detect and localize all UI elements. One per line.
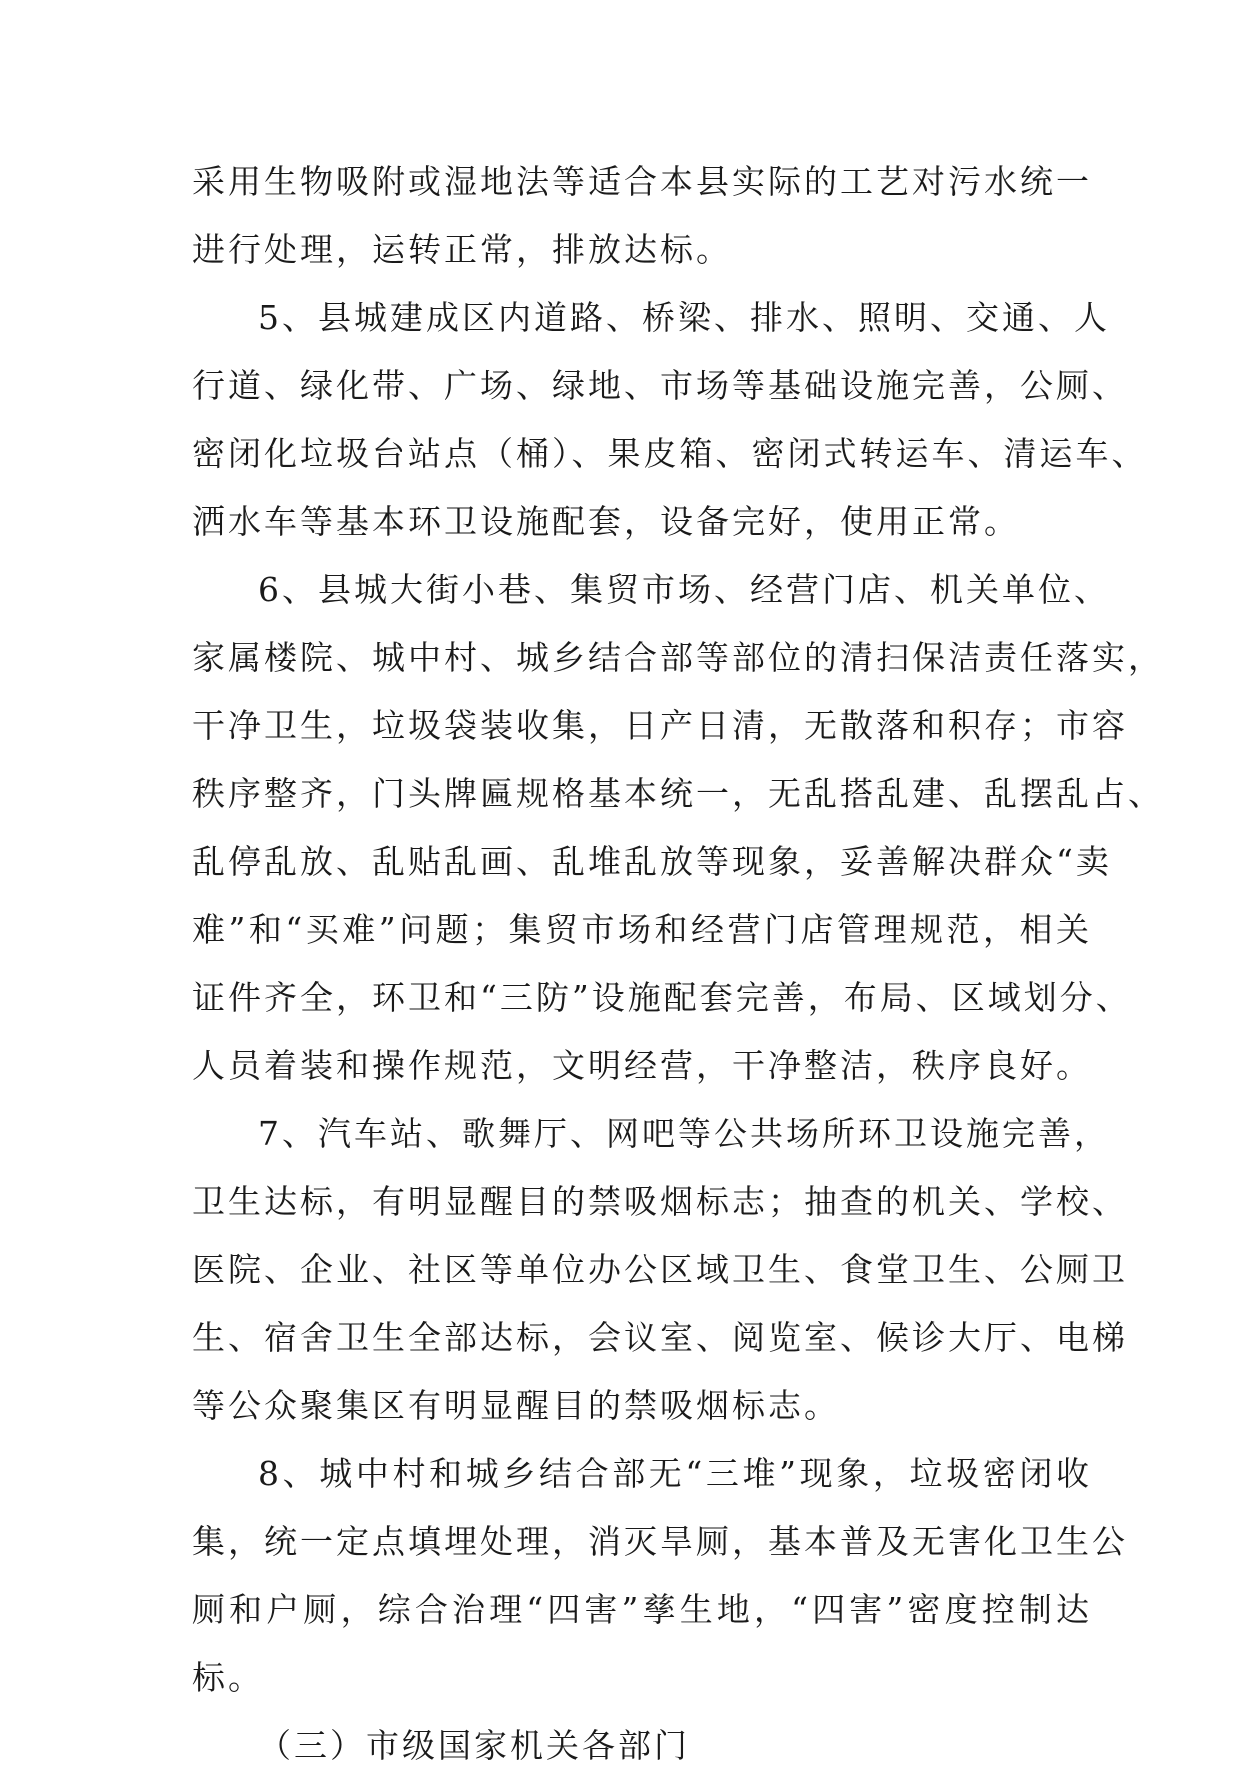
paragraph-line: 行道、绿化带、广场、绿地、市场等基础设施完善，公厕、 xyxy=(192,366,1128,405)
paragraph-line: 卫生达标，有明显醒目的禁吸烟标志；抽查的机关、学校、 xyxy=(192,1182,1128,1221)
paragraph-line: 集，统一定点填埋处理，消灭旱厕，基本普及无害化卫生公 xyxy=(192,1522,1128,1561)
paragraph-line: 进行处理，运转正常，排放达标。 xyxy=(192,230,732,269)
paragraph-line: 干净卫生，垃圾袋装收集，日产日清，无散落和积存；市容 xyxy=(192,706,1128,745)
paragraph-line: 等公众聚集区有明显醒目的禁吸烟标志。 xyxy=(192,1386,840,1425)
paragraph-line: 标。 xyxy=(192,1658,264,1697)
paragraph-line: 医院、企业、社区等单位办公区域卫生、食堂卫生、公厕卫 xyxy=(192,1250,1128,1289)
paragraph-line: 采用生物吸附或湿地法等适合本县实际的工艺对污水统一 xyxy=(192,162,1092,201)
paragraph-line: 密闭化垃圾台站点（桶）、果皮箱、密闭式转运车、清运车、 xyxy=(192,434,1148,473)
paragraph-line: 8、城中村和城乡结合部无“三堆”现象，垃圾密闭收 xyxy=(258,1454,1092,1493)
paragraph-line: 5、县城建成区内道路、桥梁、排水、照明、交通、人 xyxy=(258,298,1110,337)
paragraph-line: 家属楼院、城中村、城乡结合部等部位的清扫保洁责任落实， xyxy=(192,638,1164,677)
paragraph-line: 厕和户厕，综合治理“四害”孳生地，“四害”密度控制达 xyxy=(192,1590,1092,1629)
paragraph-line: 7、汽车站、歌舞厅、网吧等公共场所环卫设施完善， xyxy=(258,1114,1110,1153)
paragraph-line: 生、宿舍卫生全部达标，会议室、阅览室、候诊大厅、电梯 xyxy=(192,1318,1128,1357)
body-text xyxy=(192,148,1164,1780)
paragraph-line: 6、县城大街小巷、集贸市场、经营门店、机关单位、 xyxy=(258,570,1110,609)
paragraph-line: 洒水车等基本环卫设施配套，设备完好，使用正常。 xyxy=(192,502,1020,541)
paragraph-line: 乱停乱放、乱贴乱画、乱堆乱放等现象，妥善解决群众“卖 xyxy=(192,842,1112,881)
paragraph-line: 人员着装和操作规范，文明经营，干净整洁，秩序良好。 xyxy=(192,1046,1092,1085)
paragraph-line: 难”和“买难”问题；集贸市场和经营门店管理规范，相关 xyxy=(192,910,1092,949)
paragraph-line: 证件齐全，环卫和“三防”设施配套完善，布局、区域划分、 xyxy=(192,978,1132,1017)
section-heading: （三）市级国家机关各部门 xyxy=(258,1726,690,1765)
paragraph-line: 秩序整齐，门头牌匾规格基本统一，无乱搭乱建、乱摆乱占、 xyxy=(192,774,1164,813)
